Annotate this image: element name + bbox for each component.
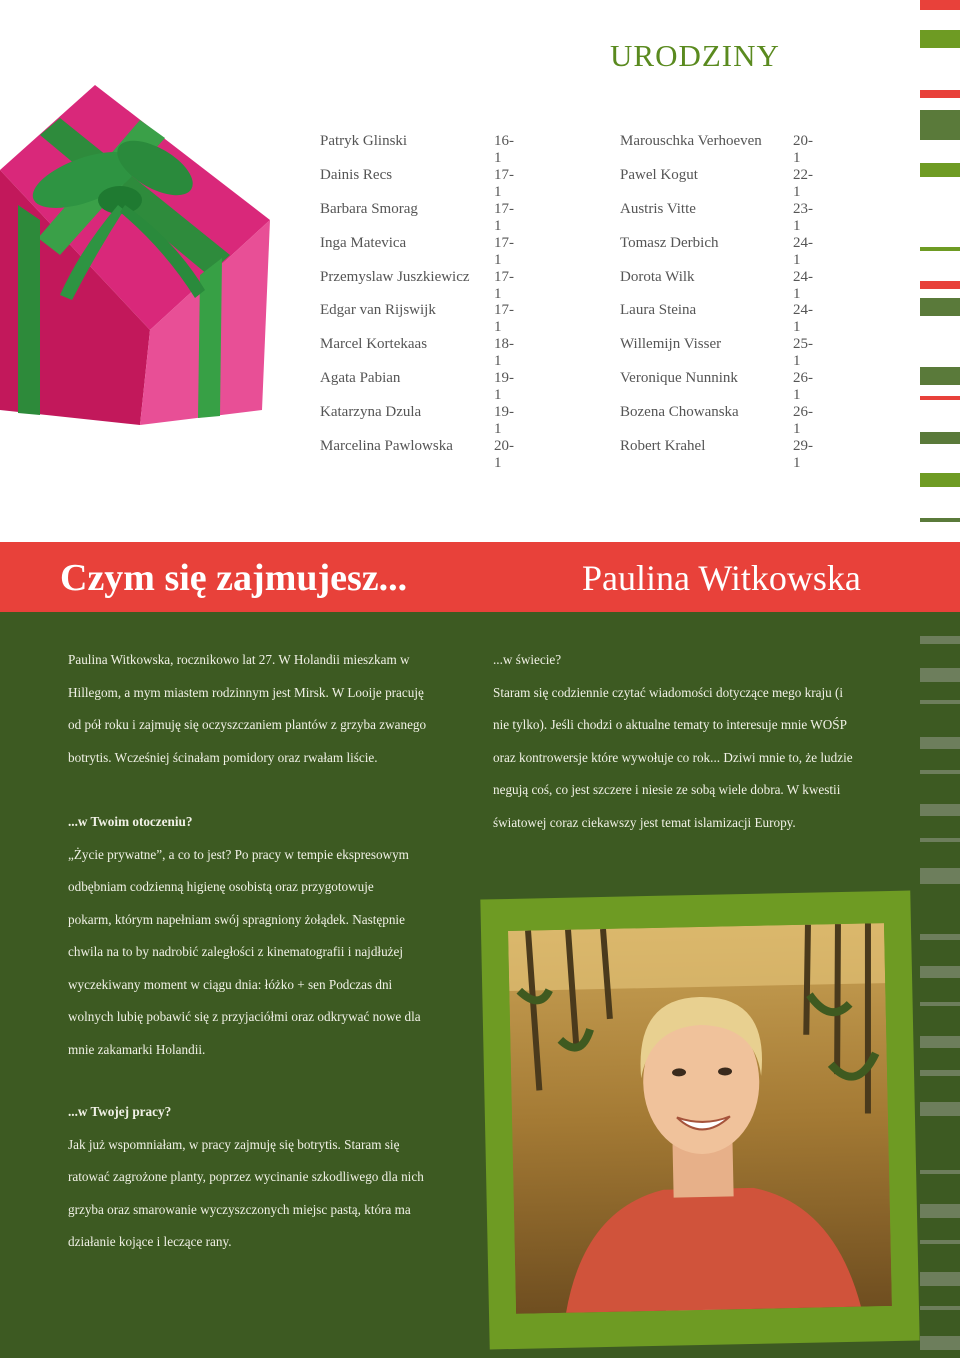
birthday-name: Marouschka Verhoeven	[620, 133, 762, 149]
birthday-date: 22-1	[793, 166, 813, 200]
text-line: wolnych lubię pobawić się z przyjaciółmi oraz odkrywać nowe dla	[68, 1009, 421, 1024]
banner-heading: Czym się zajmujesz...	[60, 557, 408, 599]
birthday-date: 24-1	[793, 302, 813, 336]
birthday-name: Katarzyna Dzula	[320, 404, 422, 421]
birthday-date: 16-1	[494, 133, 514, 166]
birthday-name: Inga Matevica	[320, 234, 407, 251]
birthday-name: Przemyslaw Juszkiewicz	[320, 268, 470, 285]
text-line: Jak już wspomniałam, w pracy zajmuję się botrytis. Staram się	[68, 1136, 400, 1152]
surroundings-text	[68, 806, 421, 1066]
birthday-date: 17-1	[494, 200, 514, 234]
text-line: odbębniam codzienną higienę osobistą oraz przygotowuje	[68, 879, 374, 894]
birthday-date: 18-1	[494, 336, 514, 370]
birthday-name: Bozena Chowanska	[620, 404, 739, 421]
portrait-photo	[508, 923, 892, 1314]
text-line: nie tylko). Jeśli chodzi o aktualne tematy to interesuje mnie WOŚP	[493, 717, 847, 732]
text-line: Staram się codziennie czytać wiadomości dotyczące mego kraju (i	[493, 684, 844, 700]
question-heading: ...w Twojej pracy?	[68, 1104, 172, 1119]
birthday-name: Marcel Kortekaas	[320, 336, 428, 353]
birthday-name: Austris Vitte	[620, 200, 696, 217]
birthday-date: 17-1	[494, 234, 514, 268]
birthday-date: 26-1	[793, 370, 813, 404]
birthday-name: Tomasz Derbich	[620, 234, 719, 251]
birthday-name: Agata Pabian	[320, 370, 401, 387]
text-line: botrytis. Wcześniej ścinałam pomidory oraz rwałam liście.	[68, 749, 378, 765]
birthday-name: Willemijn Visser	[620, 336, 722, 353]
birthday-name: Dorota Wilk	[620, 268, 695, 285]
work-text	[68, 1096, 424, 1259]
text-line: chwila na to by nadrobić zaległości z kinematografii i najdłużej	[68, 944, 404, 959]
birthday-name: Veronique Nunnink	[620, 370, 738, 387]
text-line: oraz kontrowersje które wywołuje co rok... Dziwi mnie to, że ludzie	[493, 749, 853, 765]
text-line: pokarm, którym napełniam swój spragniony żołądek. Następnie	[68, 911, 405, 927]
birthday-date: 19-1	[494, 404, 514, 438]
birthday-name: Barbara Smorag	[320, 200, 418, 217]
text-line: ratować zagrożone planty, poprzez wycinanie szkodliwego dla nich	[68, 1169, 424, 1184]
birthday-date: 20-1	[793, 133, 813, 166]
birthday-name: Robert Krahel	[620, 438, 706, 455]
birthday-date: 25-1	[793, 336, 813, 370]
birthday-date: 24-1	[793, 234, 813, 268]
gift-box-illustration	[0, 80, 270, 425]
decorative-stripes	[920, 0, 960, 1358]
world-text	[493, 644, 853, 839]
intro-text	[68, 644, 426, 774]
birthday-name: Pawel Kogut	[620, 166, 698, 183]
birthday-date: 23-1	[793, 200, 813, 234]
text-line: Hillegom, a mym miastem rodzinnym jest Mirsk. W Looije pracuję	[68, 684, 424, 700]
birthday-date: 19-1	[494, 370, 514, 404]
question-heading: ...w Twoim otoczeniu?	[68, 814, 193, 829]
text-line: wyczekiwany moment w ciągu dnia: łóżko + sen Podczas dni	[68, 976, 393, 992]
birthday-name: Patryk Glinski	[320, 133, 408, 149]
question-heading: ...w świecie?	[493, 652, 562, 667]
text-line: Paulina Witkowska, rocznikowo lat 27. W Holandii mieszkam w	[68, 652, 410, 667]
birthday-name: Dainis Recs	[320, 166, 393, 183]
birthday-date: 17-1	[494, 302, 514, 336]
text-line: negują coś, co jest szczere i niesie ze sobą wiele dobra. W kwestii	[493, 782, 841, 797]
birthday-date: 20-1	[494, 438, 514, 472]
page-title: URODZINY	[610, 38, 780, 73]
birthday-date: 29-1	[793, 438, 813, 472]
section-banner	[0, 542, 960, 612]
birthday-name: Marcelina Pawlowska	[320, 438, 453, 455]
birthday-name: Laura Steina	[620, 302, 697, 319]
text-line: grzyba oraz smarowanie wyczyszczonych miejsc pastą, która ma	[68, 1201, 411, 1217]
birthday-date: 17-1	[494, 166, 514, 200]
text-line: mnie zakamarki Holandii.	[68, 1041, 206, 1057]
text-line: od pół roku i zajmuję się oczyszczaniem plantów z grzyba zwanego	[68, 717, 427, 732]
birthday-name: Edgar van Rijswijk	[320, 302, 436, 319]
birthday-date: 17-1	[494, 268, 514, 302]
birthday-date: 26-1	[793, 404, 813, 438]
birthday-date: 24-1	[793, 268, 813, 302]
text-line: „Życie prywatne”, a co to jest? Po pracy w tempie ekspresowym	[68, 846, 409, 862]
banner-person-name: Paulina Witkowska	[582, 558, 861, 598]
text-line: działanie kojące i leczące rany.	[68, 1234, 232, 1249]
text-line: światowej coraz ciekawszy jest temat islamizacji Europy.	[493, 814, 796, 830]
top-section	[0, 0, 960, 542]
